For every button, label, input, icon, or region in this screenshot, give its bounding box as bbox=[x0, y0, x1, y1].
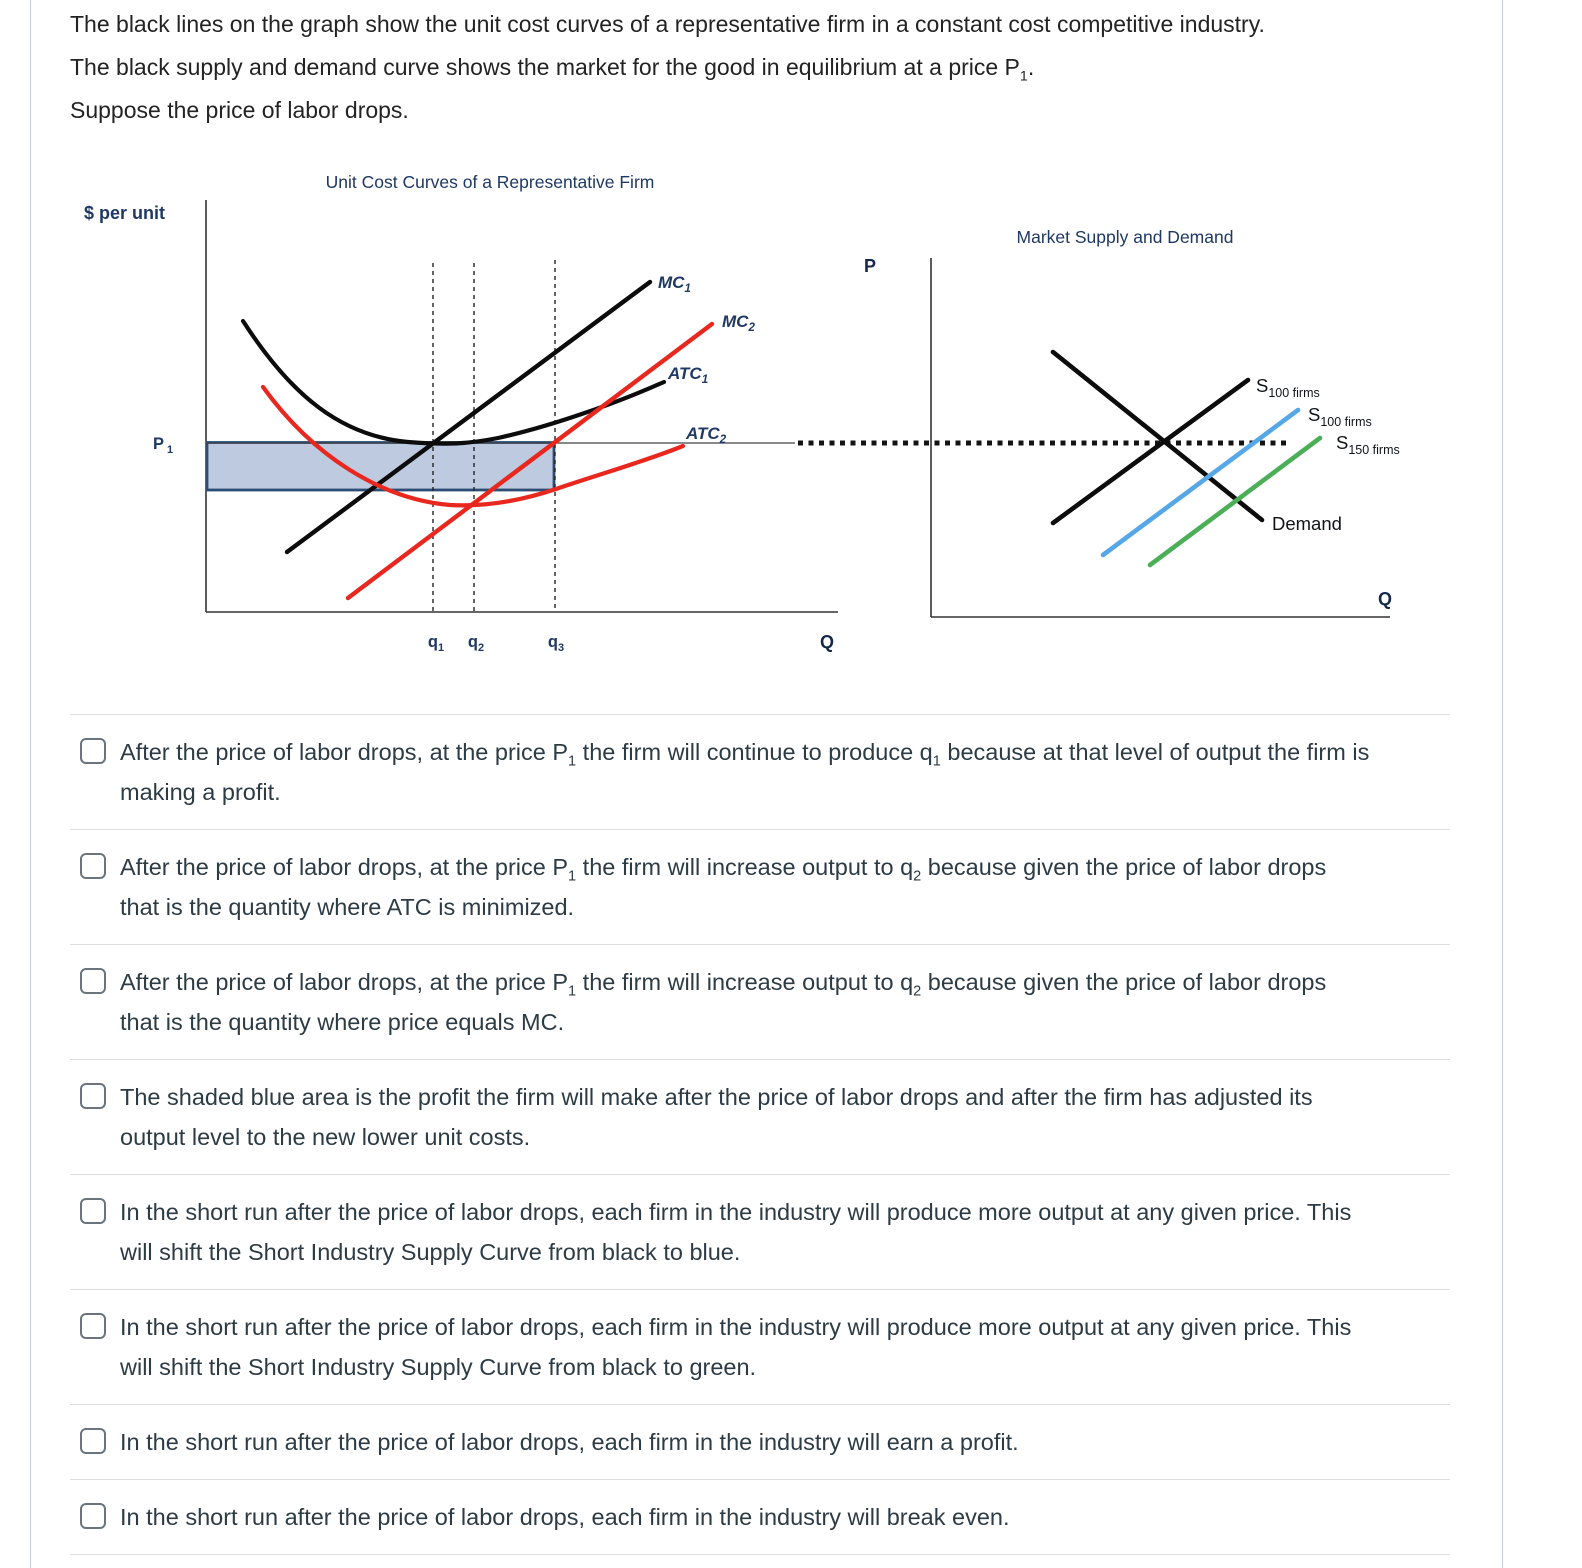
economics-figure bbox=[0, 155, 1582, 680]
option-row bbox=[70, 1404, 1450, 1479]
mc1-label: $MC_1$ bbox=[658, 273, 691, 295]
option-row bbox=[70, 829, 1450, 944]
option-checkbox[interactable] bbox=[80, 1313, 106, 1339]
option-text: The shaded blue area is the profit the firm will make after the price of labor drops and after the firm has adjusted its output level to the new lower unit costs. bbox=[120, 1084, 1313, 1150]
option-row bbox=[70, 1289, 1450, 1404]
supply-blue-curve bbox=[1103, 410, 1298, 555]
right-y-axis-letter: P bbox=[864, 256, 877, 276]
left-chart-title: Unit Cost Curves of a Representative Firm bbox=[325, 172, 655, 192]
option-row bbox=[70, 1479, 1450, 1555]
right-x-axis-letter: Q bbox=[1378, 589, 1393, 609]
option-text: After the price of labor drops, at the price $P_1$ the firm will increase output to $q_2$ because given the price of labor drops that is the quantity where ATC is minimized. bbox=[120, 854, 1327, 920]
option-row bbox=[70, 1174, 1450, 1289]
option-text: In the short run after the price of labor drops, each firm in the industry will produce more output at any given price. This will shift the Short Industry Supply Curve from black to blue. bbox=[120, 1199, 1352, 1265]
option-checkbox[interactable] bbox=[80, 738, 106, 764]
atc1-curve bbox=[243, 321, 664, 444]
q3-tick-label: $q_3$ bbox=[547, 633, 565, 654]
option-checkbox[interactable] bbox=[80, 1503, 106, 1529]
market-chart bbox=[864, 227, 1400, 617]
left-x-axis-letter: Q bbox=[820, 632, 835, 652]
option-row bbox=[70, 944, 1450, 1059]
atc1-label: $ATC_1$ bbox=[668, 364, 709, 386]
p1-price-label: P $_1$ bbox=[153, 435, 174, 456]
right-chart-title: Market Supply and Demand bbox=[1016, 227, 1234, 247]
mc2-label: $MC_2$ bbox=[722, 312, 755, 334]
option-checkbox[interactable] bbox=[80, 853, 106, 879]
option-text: In the short run after the price of labor drops, each firm in the industry will break even. bbox=[120, 1504, 1010, 1530]
demand-label: Demand bbox=[1272, 513, 1342, 534]
option-text: In the short run after the price of labor drops, each firm in the industry will produce more output at any given price. This will shift the Short Industry Supply Curve from black to green. bbox=[120, 1314, 1352, 1380]
card-border-right bbox=[1502, 0, 1503, 1568]
mc1-curve bbox=[287, 282, 650, 552]
option-text: After the price of labor drops, at the price $P_1$ the firm will increase output to $q_2$ because given the price of labor drops that is the quantity where price equals MC. bbox=[120, 969, 1327, 1035]
q1-tick-label: $q_1$ bbox=[427, 633, 445, 654]
option-row bbox=[70, 714, 1450, 829]
card-border-left bbox=[30, 0, 31, 1568]
left-y-axis-label: $ per unit bbox=[84, 203, 166, 223]
intro-line-3: Suppose the price of labor drops. bbox=[70, 97, 409, 123]
supply-black-label: $S_{100 firms}$ bbox=[1256, 375, 1320, 400]
options-list bbox=[70, 714, 1450, 1555]
q2-tick-label: $q_2$ bbox=[467, 633, 485, 654]
option-row bbox=[70, 1059, 1450, 1174]
supply-blue-label: $S_{100 firms}$ bbox=[1308, 404, 1372, 429]
option-text: After the price of labor drops, at the price $P_1$ the firm will continue to produce $q_1$ because at that level of output the firm is making a profit. bbox=[120, 739, 1370, 805]
option-checkbox[interactable] bbox=[80, 1198, 106, 1224]
intro-line-2: The black supply and demand curve shows the market for the good in equilibrium at a price $P_1$. bbox=[70, 54, 1035, 85]
supply-green-label: $S_{150 firms}$ bbox=[1336, 432, 1400, 457]
option-checkbox[interactable] bbox=[80, 1428, 106, 1454]
supply-black-curve bbox=[1053, 380, 1248, 523]
atc2-label: $ATC_2$ bbox=[686, 424, 727, 446]
option-text: In the short run after the price of labor drops, each firm in the industry will earn a profit. bbox=[120, 1429, 1019, 1455]
option-checkbox[interactable] bbox=[80, 968, 106, 994]
demand-curve bbox=[1053, 352, 1262, 520]
question-intro bbox=[70, 12, 1470, 141]
intro-line-1: The black lines on the graph show the unit cost curves of a representative firm in a constant cost competitive industry. bbox=[70, 11, 1265, 37]
option-checkbox[interactable] bbox=[80, 1083, 106, 1109]
